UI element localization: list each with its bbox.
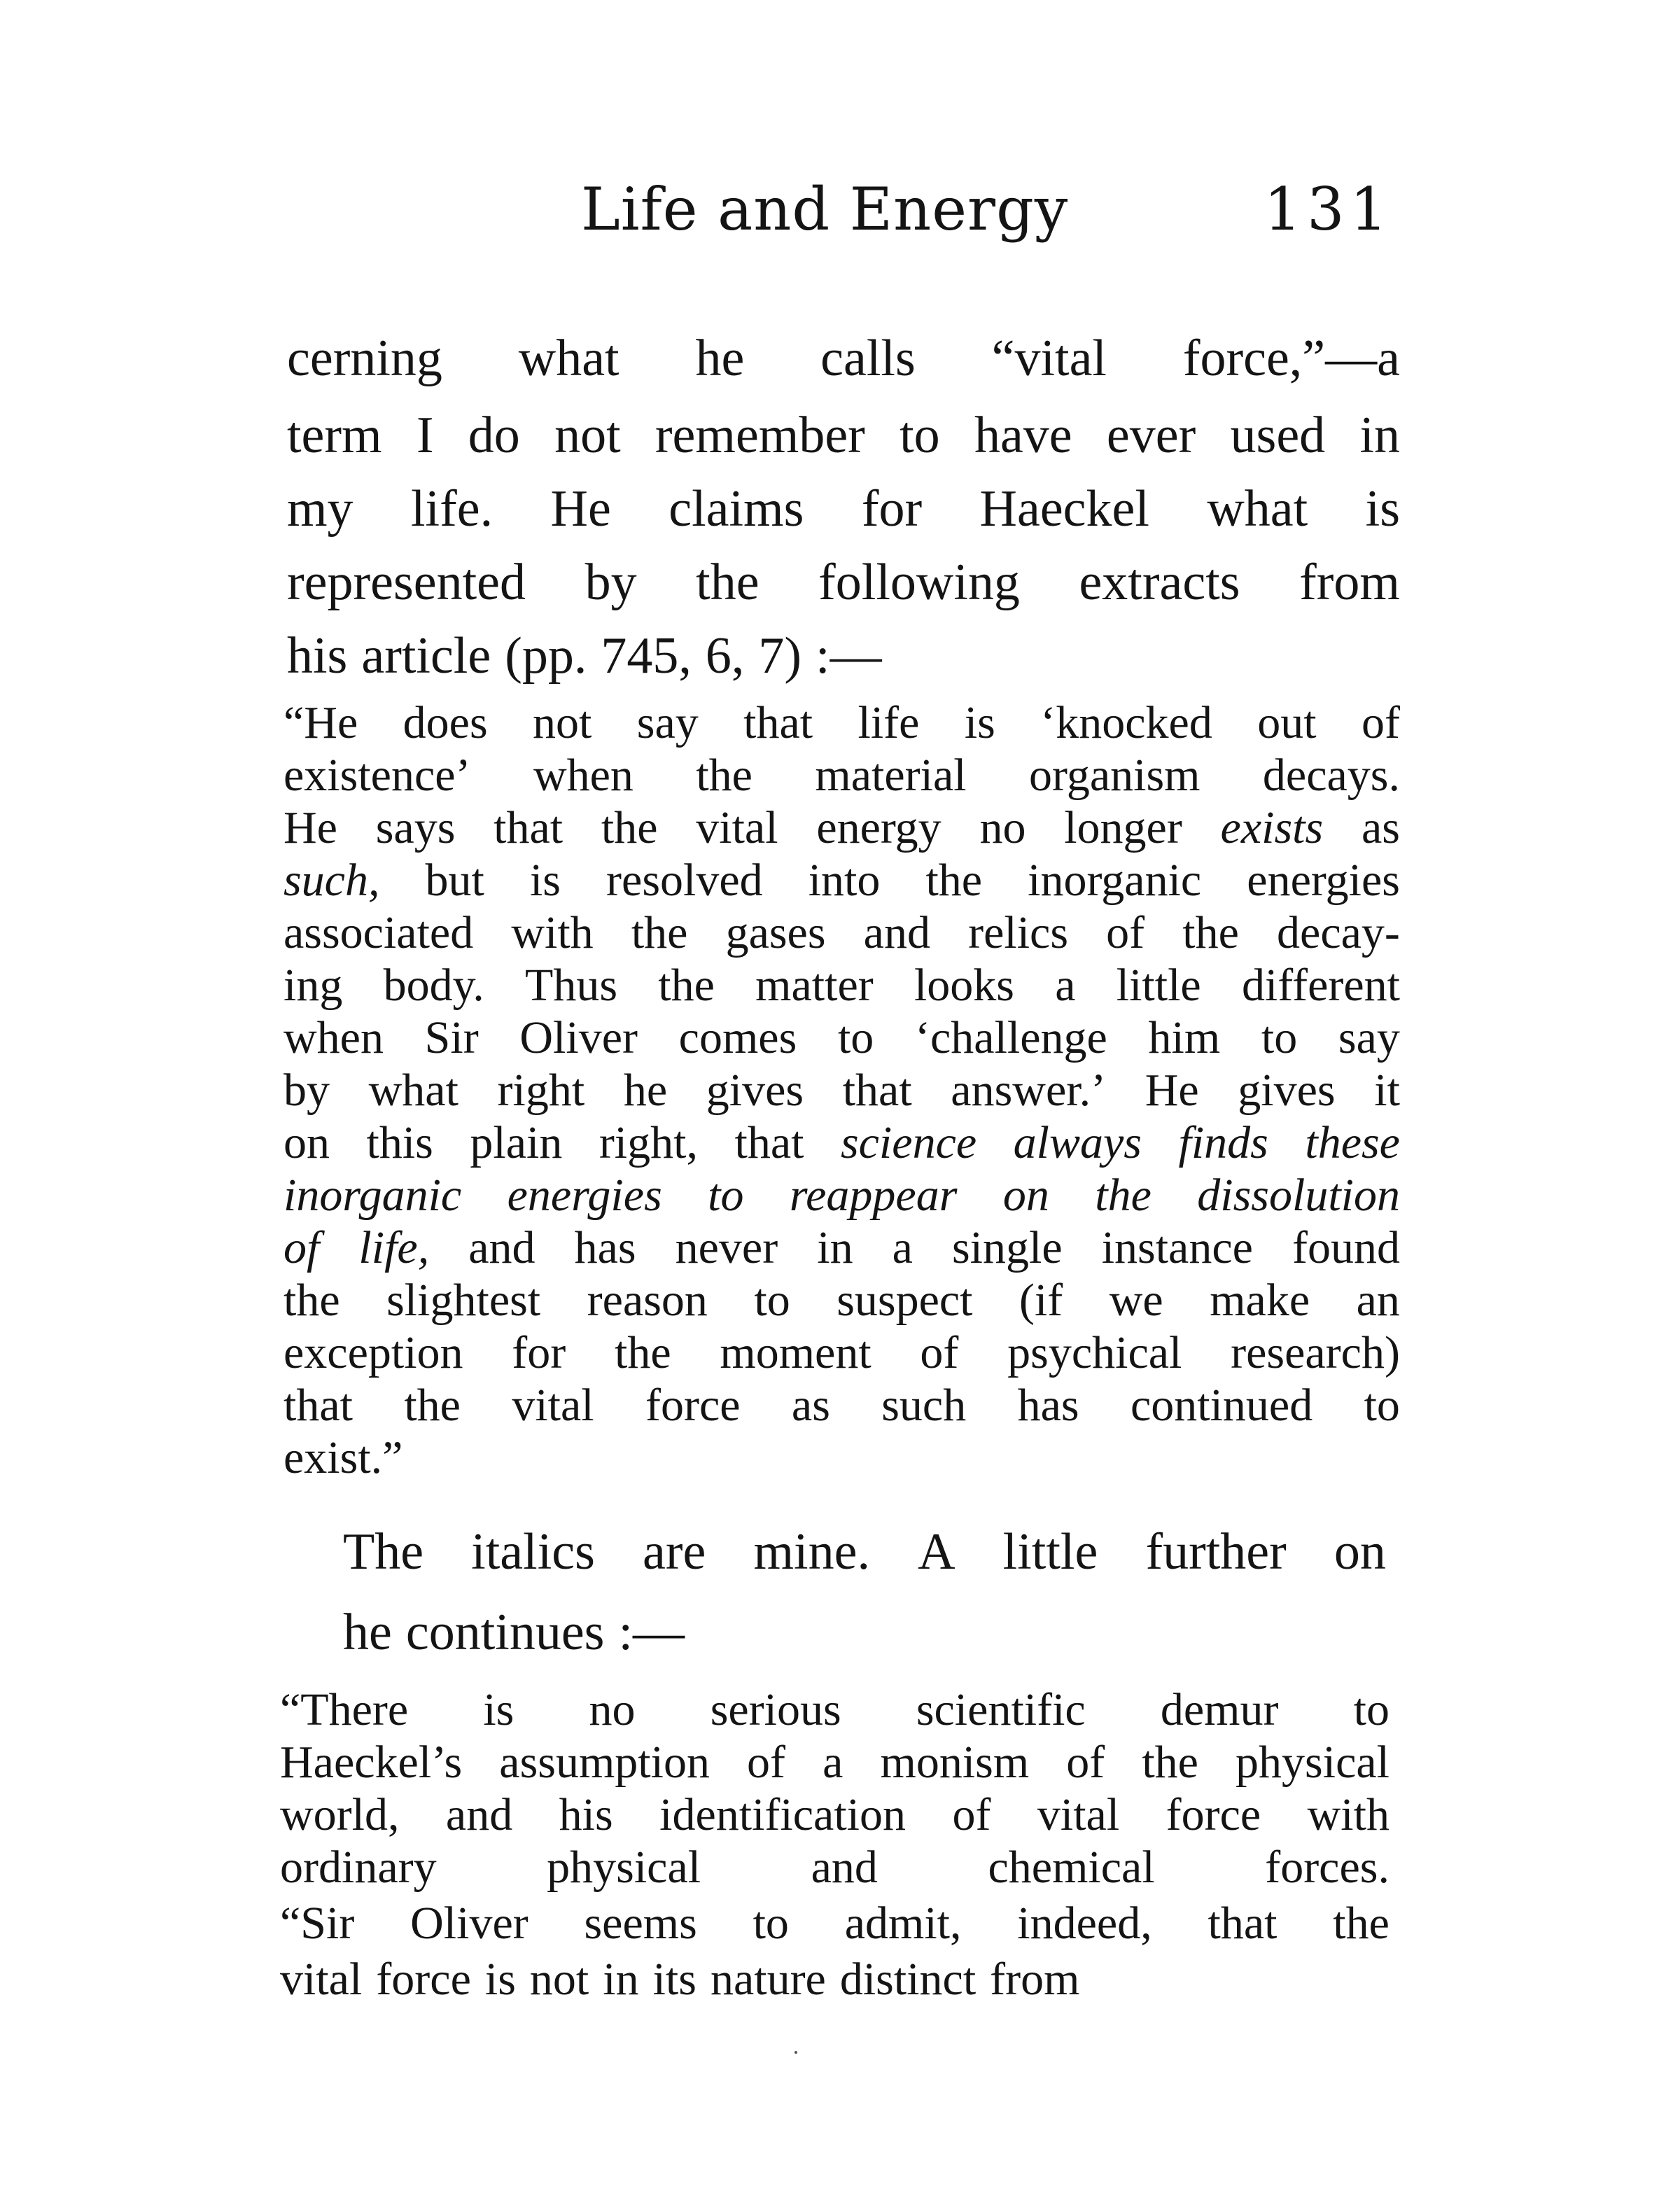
quoted-text-line <box>284 1274 1400 1327</box>
word: admit, <box>844 1898 962 1949</box>
word: no <box>589 1684 636 1735</box>
word: (if <box>1018 1275 1063 1326</box>
quoted-text-line <box>284 1326 1400 1380</box>
word: mine. <box>753 1523 870 1581</box>
word: different <box>1241 960 1400 1011</box>
word: that <box>734 1117 804 1168</box>
quoted-text-line <box>284 1222 1400 1275</box>
word: I <box>416 407 434 464</box>
quoted-text-line <box>280 1684 1390 1737</box>
word: finds <box>1178 1117 1268 1168</box>
quoted-text-line <box>284 906 1400 960</box>
word: say <box>636 697 699 748</box>
ink-speck <box>794 2051 797 2054</box>
word: matter <box>755 960 874 1011</box>
word: what <box>1207 480 1308 538</box>
word: to <box>708 1170 744 1221</box>
word: for <box>861 480 923 538</box>
word: the <box>284 1275 340 1326</box>
word: we <box>1109 1275 1163 1326</box>
word: not <box>533 697 592 748</box>
word: what <box>518 330 620 387</box>
word: decay- <box>1277 907 1400 958</box>
word: Haeckel <box>979 480 1149 538</box>
word: 6, <box>705 627 745 685</box>
word: from <box>990 1954 1080 2005</box>
word: psychical <box>1007 1327 1182 1378</box>
word: found <box>1292 1222 1400 1273</box>
word: resolved <box>606 855 763 906</box>
word: associated <box>284 907 474 958</box>
word: slightest <box>386 1275 541 1326</box>
word: gives <box>1238 1065 1336 1116</box>
word: life <box>858 697 920 748</box>
word: He <box>1144 1065 1199 1116</box>
running-title: Life and Energy <box>581 175 1069 244</box>
word: always <box>1013 1117 1142 1168</box>
word: this <box>366 1117 433 1168</box>
quoted-text-line <box>284 854 1400 907</box>
word: and <box>811 1842 878 1893</box>
word: used <box>1230 407 1326 464</box>
word: never <box>675 1222 778 1273</box>
quoted-text-line <box>284 1064 1400 1117</box>
word: as <box>1361 802 1400 853</box>
word: of <box>952 1789 991 1840</box>
word: the <box>696 554 760 611</box>
word: A <box>918 1523 955 1581</box>
quoted-text-line <box>284 959 1400 1012</box>
word: the <box>631 907 688 958</box>
word: of <box>1106 907 1145 958</box>
word: does <box>402 697 488 748</box>
body-text-line <box>287 329 1400 388</box>
word: that <box>284 1380 353 1431</box>
word: of <box>1066 1737 1105 1788</box>
word: the <box>925 855 983 906</box>
word: with <box>1307 1789 1390 1840</box>
word: of <box>747 1737 786 1788</box>
word: he <box>623 1065 668 1116</box>
quoted-text-line <box>284 1432 1400 1485</box>
word: serious <box>710 1684 841 1735</box>
word: of <box>920 1327 959 1378</box>
word: Oliver <box>410 1898 528 1949</box>
body-text-line <box>343 1522 1386 1582</box>
word: has <box>1017 1380 1079 1431</box>
word: existence’ <box>284 750 471 801</box>
word: is <box>529 855 561 906</box>
word: his <box>559 1789 613 1840</box>
quoted-text-line <box>284 749 1400 802</box>
word: longer <box>1064 802 1182 853</box>
word: exists <box>1220 802 1324 853</box>
word: in <box>603 1954 639 2005</box>
word: to <box>752 1898 789 1949</box>
word: to <box>1261 1012 1298 1063</box>
word: continues <box>405 1604 605 1661</box>
word: Thus <box>525 960 618 1011</box>
word: and <box>468 1222 536 1273</box>
word: the <box>1182 907 1239 958</box>
word: gases <box>725 907 826 958</box>
word: force <box>376 1954 471 2005</box>
word: energy <box>816 802 941 853</box>
word: the <box>1142 1737 1198 1788</box>
word: energies <box>1247 855 1400 906</box>
word: to <box>899 407 940 464</box>
word: in <box>817 1222 853 1273</box>
word: says <box>375 802 456 853</box>
word: scientific <box>916 1684 1086 1735</box>
word: do <box>468 407 520 464</box>
word: him <box>1148 1012 1221 1063</box>
word: the <box>601 802 658 853</box>
word: “He <box>284 697 358 748</box>
quoted-text-line <box>280 1841 1390 1894</box>
word: its <box>652 1954 696 2005</box>
word: these <box>1305 1117 1400 1168</box>
word: right, <box>598 1117 698 1168</box>
word: chemical <box>988 1842 1155 1893</box>
word: nature <box>710 1954 826 2005</box>
word: it <box>1374 1065 1400 1116</box>
word: answer.’ <box>951 1065 1107 1116</box>
word: Sir <box>424 1012 479 1063</box>
word: cerning <box>287 330 442 387</box>
word: Oliver <box>519 1012 638 1063</box>
word: that <box>493 802 564 853</box>
word: by <box>284 1065 330 1116</box>
word: as <box>791 1380 830 1431</box>
word: 7) <box>758 627 802 685</box>
word: to <box>1353 1684 1390 1735</box>
word: force <box>1166 1789 1261 1840</box>
word: such, <box>284 855 380 906</box>
word: research) <box>1231 1327 1400 1378</box>
word: term <box>287 407 382 464</box>
word: monism <box>880 1737 1030 1788</box>
word: He <box>550 480 611 538</box>
word: say <box>1338 1012 1400 1063</box>
word: Haeckel’s <box>280 1737 463 1788</box>
word: the <box>658 960 715 1011</box>
word: when <box>284 1012 384 1063</box>
word: of <box>284 1222 320 1273</box>
word: (pp. <box>505 627 587 685</box>
word: is <box>484 1954 516 2005</box>
word: ‘knocked <box>1040 697 1212 748</box>
word: a <box>822 1737 844 1788</box>
word: for <box>512 1327 566 1378</box>
body-text-line <box>343 1603 1386 1662</box>
word: the <box>696 750 752 801</box>
word: exception <box>284 1327 463 1378</box>
word: inorganic <box>284 1170 462 1221</box>
word: italics <box>471 1523 595 1581</box>
word: vital <box>1037 1789 1120 1840</box>
word: organism <box>1029 750 1200 801</box>
word: seems <box>584 1898 697 1949</box>
word: reappear <box>789 1170 958 1221</box>
word: :— <box>816 627 882 685</box>
word: world, <box>280 1789 400 1840</box>
word: remember <box>654 407 865 464</box>
word: claims <box>668 480 804 538</box>
word: 745, <box>601 627 692 685</box>
word: material <box>815 750 967 801</box>
word: further <box>1145 1523 1287 1581</box>
word: ever <box>1106 407 1196 464</box>
word: by <box>584 554 637 611</box>
word: represented <box>287 554 526 611</box>
word: on <box>284 1117 330 1168</box>
word: he <box>343 1604 392 1661</box>
word: the <box>1095 1170 1152 1221</box>
quoted-text-line <box>280 1897 1390 1950</box>
quoted-text-line <box>280 1788 1390 1842</box>
word: comes <box>678 1012 797 1063</box>
word: suspect <box>836 1275 973 1326</box>
word: single <box>951 1222 1063 1273</box>
word: little <box>1002 1523 1098 1581</box>
word: vital <box>696 802 778 853</box>
word: extracts <box>1079 554 1240 611</box>
word: distinct <box>839 1954 976 2005</box>
word: “vital <box>991 330 1107 387</box>
quoted-text-line <box>284 802 1400 855</box>
word: to <box>837 1012 874 1063</box>
word: an <box>1356 1275 1400 1326</box>
word: the <box>615 1327 671 1378</box>
word: following <box>818 554 1020 611</box>
word: vital <box>280 1954 363 2005</box>
word: exist.” <box>284 1432 403 1483</box>
word: into <box>808 855 881 906</box>
word: instance <box>1101 1222 1253 1273</box>
word: not <box>554 407 621 464</box>
word: and <box>445 1789 513 1840</box>
word: that <box>743 697 813 748</box>
word: but <box>425 855 484 906</box>
word: ing <box>284 960 343 1011</box>
word: The <box>343 1523 424 1581</box>
word: my <box>287 480 354 538</box>
word: not <box>529 1954 589 2005</box>
word: indeed, <box>1017 1898 1152 1949</box>
word: “Sir <box>280 1898 355 1949</box>
word: relics <box>968 907 1069 958</box>
body-text-line <box>287 626 1400 686</box>
word: inorganic <box>1028 855 1202 906</box>
word: little <box>1116 960 1201 1011</box>
word: dissolution <box>1197 1170 1400 1221</box>
word: decays. <box>1262 750 1400 801</box>
quoted-text-line <box>280 1953 1390 2006</box>
running-header <box>581 175 1393 259</box>
body-text-line <box>287 406 1400 465</box>
word: what <box>368 1065 458 1116</box>
word: a <box>1055 960 1076 1011</box>
word: have <box>974 407 1072 464</box>
word: plain <box>470 1117 563 1168</box>
word: of <box>1361 697 1400 748</box>
word: make <box>1210 1275 1310 1326</box>
quoted-text-line <box>284 1169 1400 1222</box>
word: the <box>404 1380 461 1431</box>
word: ordinary <box>280 1842 437 1893</box>
word: gives <box>706 1065 804 1116</box>
word: article <box>361 627 491 685</box>
word: life, <box>358 1222 430 1273</box>
word: to <box>1364 1380 1400 1431</box>
word: when <box>533 750 634 801</box>
quoted-text-line <box>284 1116 1400 1170</box>
word: he <box>695 330 745 387</box>
word: forces. <box>1265 1842 1390 1893</box>
word: a <box>892 1222 913 1273</box>
word: is <box>1365 480 1400 538</box>
word: reason <box>587 1275 708 1326</box>
word: energies <box>507 1170 662 1221</box>
word: right <box>497 1065 585 1116</box>
page-number: 131 <box>1264 175 1393 244</box>
word: the <box>1333 1898 1390 1949</box>
word: He <box>284 802 337 853</box>
word: force,”—a <box>1182 330 1400 387</box>
word: is <box>483 1684 514 1735</box>
word: no <box>979 802 1026 853</box>
word: has <box>574 1222 636 1273</box>
word: calls <box>820 330 916 387</box>
word: physical <box>547 1842 701 1893</box>
word: :— <box>618 1604 685 1661</box>
word: with <box>511 907 594 958</box>
word: looks <box>913 960 1014 1011</box>
quoted-text-line <box>284 1011 1400 1065</box>
quoted-text-line <box>280 1736 1390 1789</box>
body-text-line <box>287 479 1400 539</box>
word: his <box>287 627 348 685</box>
word: to <box>754 1275 790 1326</box>
word: from <box>1299 554 1400 611</box>
word: life. <box>410 480 493 538</box>
word: that <box>842 1065 912 1116</box>
word: is <box>964 697 995 748</box>
word: are <box>643 1523 706 1581</box>
word: in <box>1359 407 1400 464</box>
word: on <box>1002 1170 1049 1221</box>
word: ‘challenge <box>915 1012 1107 1063</box>
word: science <box>840 1117 977 1168</box>
quoted-text-line <box>284 696 1400 750</box>
word: identification <box>659 1789 906 1840</box>
word: physical <box>1236 1737 1390 1788</box>
word: and <box>863 907 930 958</box>
word: “There <box>280 1684 409 1735</box>
word: out <box>1257 697 1317 748</box>
word: vital <box>512 1380 594 1431</box>
quoted-text-line <box>284 1379 1400 1432</box>
word: continued <box>1130 1380 1313 1431</box>
word: on <box>1334 1523 1386 1581</box>
word: force <box>645 1380 741 1431</box>
word: demur <box>1160 1684 1279 1735</box>
body-text-line <box>287 553 1400 612</box>
word: that <box>1208 1898 1278 1949</box>
word: such <box>881 1380 967 1431</box>
word: assumption <box>499 1737 710 1788</box>
word: body. <box>383 960 484 1011</box>
word: moment <box>720 1327 872 1378</box>
